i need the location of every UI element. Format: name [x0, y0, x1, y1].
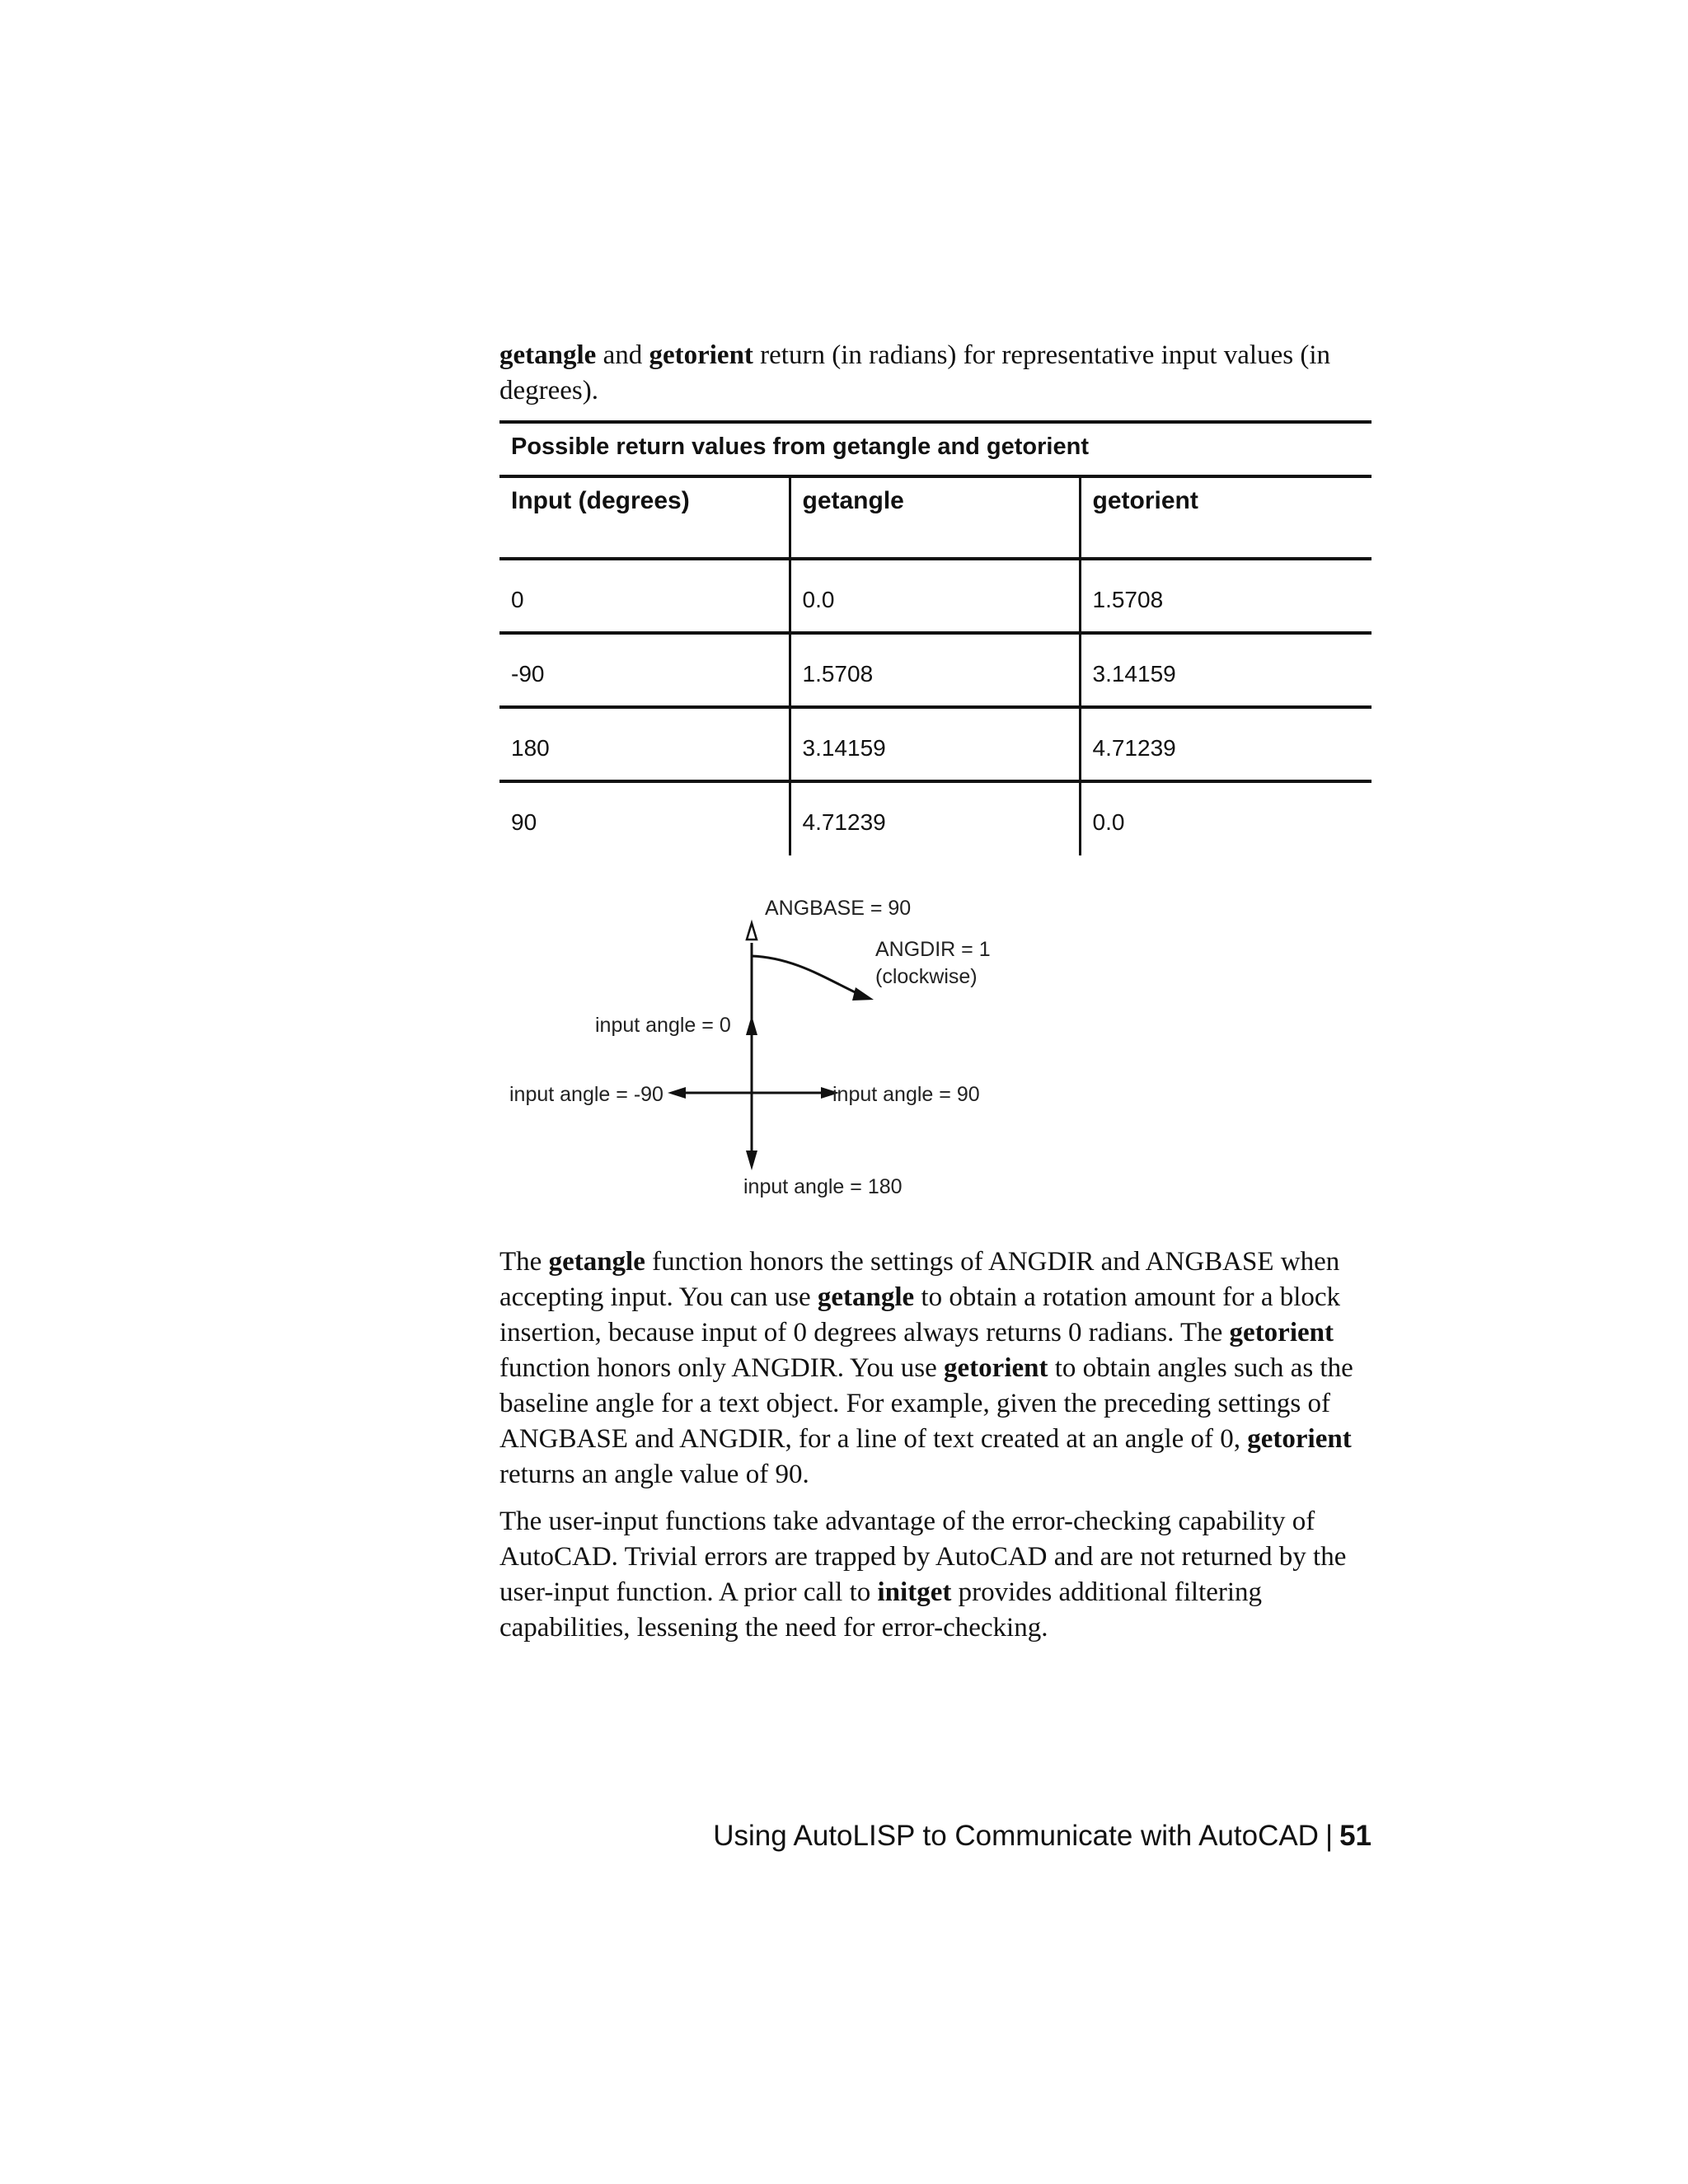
page-footer — [713, 1820, 1372, 1853]
text-run: returns an angle value of 90. — [499, 1460, 809, 1489]
text-run: The — [499, 1247, 549, 1277]
angdir-curved-arrow — [752, 956, 862, 996]
code-getangle: getangle — [817, 1282, 915, 1312]
header-input: Input (degrees) — [499, 476, 790, 559]
return-values-table — [499, 475, 1372, 855]
intro-rest: return (in radians) for representative input values (in degrees). — [499, 340, 1330, 405]
text-run: The user-input functions take advantage of the error-checking capability of AutoCAD. Trivial errors are trapped by AutoCAD and are not returned by the user-input function. A prior call to — [499, 1507, 1347, 1607]
cell-input: 180 — [499, 707, 790, 781]
angbase-arrowhead — [747, 923, 757, 940]
table-caption: Possible return values from getangle and getorient — [499, 420, 1372, 466]
paragraph-getangle-getorient — [499, 1244, 1373, 1493]
paragraph-error-checking — [499, 1504, 1373, 1646]
cell-getangle: 4.71239 — [790, 781, 1080, 855]
body-text — [499, 1244, 1373, 1657]
cell-input: 90 — [499, 781, 790, 855]
cell-getorient: 0.0 — [1080, 781, 1372, 855]
cell-getorient: 4.71239 — [1080, 707, 1372, 781]
angdir-arrowhead — [852, 987, 874, 1001]
cell-input: -90 — [499, 633, 790, 707]
table-row — [499, 781, 1372, 855]
table-row — [499, 559, 1372, 633]
text-run: provides additional filtering capabilities, lessening the need for error-checking. — [499, 1577, 1263, 1643]
intro-paragraph — [499, 338, 1373, 409]
cell-getorient: 1.5708 — [1080, 559, 1372, 633]
header-getorient: getorient — [1080, 476, 1372, 559]
table-row — [499, 707, 1372, 781]
code-getorient: getorient — [944, 1353, 1048, 1383]
return-values-table-block — [499, 420, 1372, 855]
cell-getorient: 3.14159 — [1080, 633, 1372, 707]
input-180-arrowhead — [746, 1151, 757, 1170]
text-run: function honors the settings of ANGDIR and ANGBASE when accepting input. You can use — [499, 1247, 1340, 1312]
clockwise-label: (clockwise) — [875, 965, 978, 988]
input-90-label: input angle = 90 — [832, 1083, 980, 1106]
footer-chapter-title: Using AutoLISP to Communicate with AutoCAD — [713, 1820, 1319, 1852]
cell-getangle: 3.14159 — [790, 707, 1080, 781]
text-run: to obtain a rotation amount for a block insertion, because input of 0 degrees always returns 0 radians. The — [499, 1282, 1341, 1347]
intro-getorient: getorient — [649, 340, 753, 370]
code-initget: initget — [877, 1577, 952, 1607]
intro-and: and — [596, 340, 649, 370]
input-180-label: input angle = 180 — [743, 1175, 903, 1198]
text-run: to obtain angles such as the baseline angle for a text object. For example, given the preceding settings of ANGBASE and ANGDIR, for a line of text created at an angle of 0, — [499, 1353, 1353, 1454]
angdir-label: ANGDIR = 1 — [875, 938, 991, 961]
input-0-arrowhead — [746, 1015, 757, 1035]
input-0-label: input angle = 0 — [595, 1014, 731, 1037]
table-header-row — [499, 476, 1372, 559]
cell-getangle: 1.5708 — [790, 633, 1080, 707]
header-getangle: getangle — [790, 476, 1080, 559]
intro-getangle: getangle — [499, 340, 597, 370]
code-getorient: getorient — [1247, 1424, 1352, 1454]
angle-diagram — [499, 890, 1076, 1212]
table-row — [499, 633, 1372, 707]
input-neg90-arrowhead — [668, 1087, 686, 1099]
footer-separator: | — [1325, 1820, 1334, 1852]
code-getangle: getangle — [548, 1247, 645, 1277]
code-getorient: getorient — [1229, 1318, 1334, 1347]
cell-getangle: 0.0 — [790, 559, 1080, 633]
input-neg90-label: input angle = -90 — [509, 1083, 663, 1106]
page-number: 51 — [1339, 1820, 1372, 1852]
text-run: function honors only ANGDIR. You use — [499, 1353, 945, 1383]
angbase-label: ANGBASE = 90 — [765, 897, 912, 920]
cell-input: 0 — [499, 559, 790, 633]
